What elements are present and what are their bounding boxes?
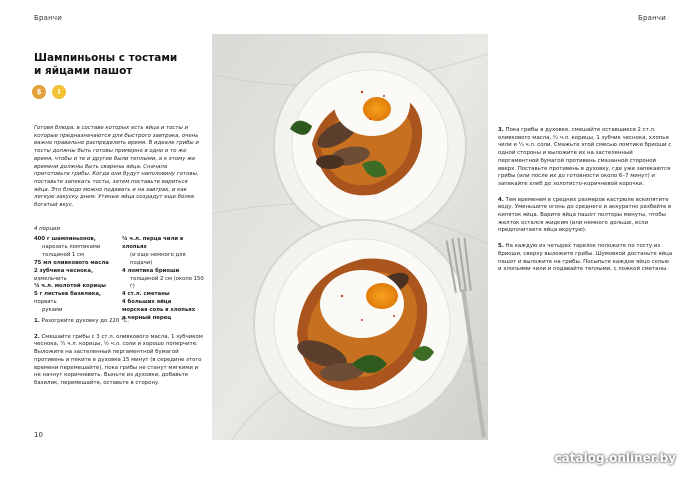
- step-text: Смешайте грибы с 3 ст.л. оливкового масла, 1 зубчиком чеснока, ¼ ч.л. корицы, ½ ч.л. соли и хорошо поперчите. Выложите на застеленный пергаментной бумагой противень и пеките в духовке 15 минут (в середине этого времени перемешайте), пока грибы не станут мягкими и не начнут коричневеть. Выньте из духовки, добавьте базилик, перемешайте, оставьте в сторону.: [34, 333, 203, 386]
- ingredient-bold: 400 г шампиньонов,: [34, 236, 96, 242]
- ingredient-text: нарезать ломтиками: [42, 243, 101, 250]
- running-header-left: Бранчи: [34, 14, 62, 22]
- ingredient-line: [122, 236, 208, 252]
- ingredient-line: [34, 291, 124, 307]
- ingredient-line: [34, 252, 124, 260]
- step-text: Разогрейте духовку до 220 °C.: [39, 318, 130, 324]
- running-header-right: Бранчи: [638, 14, 666, 22]
- ingredient-line: [34, 236, 124, 244]
- ingredient-text: руками: [42, 307, 63, 314]
- ingredient-bold: 4 больших яйца: [122, 299, 172, 306]
- ingredient-bold: и черный перец: [122, 315, 172, 322]
- method-step: [498, 197, 674, 236]
- ingredient-line: [34, 268, 124, 284]
- difficulty-badge: I: [52, 85, 66, 99]
- step-text: Пока грибы в духовке, смешайте оставшиеся 2 ст.л. оливкового масла, ¼ ч.л. корицы, 1 зубчик чеснока, хлопья чили и ¼ ч.л. соли. Смажьте этой смесью ломтики бриоши с одной стороны и выложите их на застеленный пергаментной бумагой противень смазанной стороной вверх. Поставьте противень в духовку, где уже запекаются грибы (или после их до готовности около 6–7 минут) и запекайте хлеб до золотисто-коричневой корочки.: [498, 127, 672, 187]
- method-step: [34, 334, 206, 388]
- ingredient-line: [34, 244, 124, 252]
- recipe-title-line-2: и яйцами пашот: [34, 65, 133, 77]
- ingredient-bold: 75 мл оливкового масла: [34, 259, 109, 266]
- ingredient-line: [34, 307, 124, 315]
- method-step: [498, 127, 674, 189]
- page-number: 10: [34, 431, 43, 439]
- ingredient-bold: морская соль в хлопьях: [122, 307, 196, 314]
- ingredient-line: [34, 260, 124, 268]
- ingredient-text: измельчить: [34, 275, 67, 282]
- method-steps-right: [498, 127, 674, 282]
- ingredient-bold: 5 г листьев базилика,: [34, 291, 101, 298]
- ingredient-text: (и еще немного для подачи): [130, 251, 186, 266]
- ingredient-text: толщиной 2 см (около 150 г): [130, 275, 204, 290]
- step-text: На каждую из четырех тарелок положите по тосту из бриоши, сверху выложите грибы. Шумовкой достаньте яйца пашот и выложите на грибы. Посыпьте каждое яйцо солью и хлопьями чили и подавайте теплыми, с ложкой сметаны.: [498, 243, 673, 273]
- step-number: 4.: [498, 196, 504, 203]
- ingredient-line: [122, 252, 208, 268]
- step-number: 1.: [34, 318, 40, 324]
- step-number: 2.: [34, 333, 40, 340]
- ingredient-line: [122, 268, 208, 276]
- recipe-badges: [32, 85, 66, 99]
- servings: 4 порции: [34, 226, 61, 232]
- method-step: [498, 243, 674, 274]
- ingredients-column-right: [122, 236, 208, 323]
- step-text: Тем временем в средних размеров кастрюле вскипятите воду. Уменьшите огонь до среднего и аккуратно разбейте в кипяток яйца. Варите яйца пашот полторы минуты, чтобы желток остался жидким (или немного дольше, если предпочитаете яйца вкрутую).: [498, 196, 672, 234]
- watermark: catalog.onliner.by: [554, 451, 676, 465]
- recipe-intro: Готовя блюда, в составе которых есть яйца и тосты и которые предназначаются для быстрого завтрака, очень важно правильно распределить время. В идеале грибы и тосты должны быть готовы примерно в одно и то же время, чтобы и те и другие были теплыми, а к этому же времени должны быть сварены яйца. Сначала приготовьте грибы. Когда они будут наполовину готовы, поставьте запекать тосты, затем поставьте вариться яйца. Это блюдо можно подавать и на завтрак, и как легкую закуску днем. Утиные яйца создадут еще более богатый вкус.: [34, 125, 199, 209]
- ingredient-bold: ¼ ч.л. перца чили в хлопьях: [122, 236, 184, 250]
- ingredients-column-left: [34, 236, 124, 315]
- recipe-title-line-1: Шампиньоны с тостами: [34, 52, 178, 64]
- ingredient-line: [122, 299, 208, 307]
- ingredient-bold: 4 ломтика бриоши: [122, 267, 180, 274]
- ingredient-bold: ¼ ч.л. молотой корицы: [34, 283, 106, 290]
- method-step: [34, 318, 206, 326]
- ingredient-bold: 4 ст.л. сметаны: [122, 291, 170, 298]
- method-steps-left: [34, 318, 206, 396]
- ingredient-line: [122, 307, 208, 315]
- step-number: 5.: [498, 243, 504, 250]
- cost-badge: $: [32, 85, 46, 99]
- ingredient-text: порвать: [34, 299, 57, 306]
- food-photo: [212, 34, 488, 440]
- ingredient-line: [122, 276, 208, 292]
- ingredient-text: толщиной 1 см: [42, 251, 84, 258]
- recipe-title: [34, 52, 204, 78]
- ingredient-bold: 2 зубчика чеснока,: [34, 267, 93, 274]
- step-number: 3.: [498, 127, 504, 133]
